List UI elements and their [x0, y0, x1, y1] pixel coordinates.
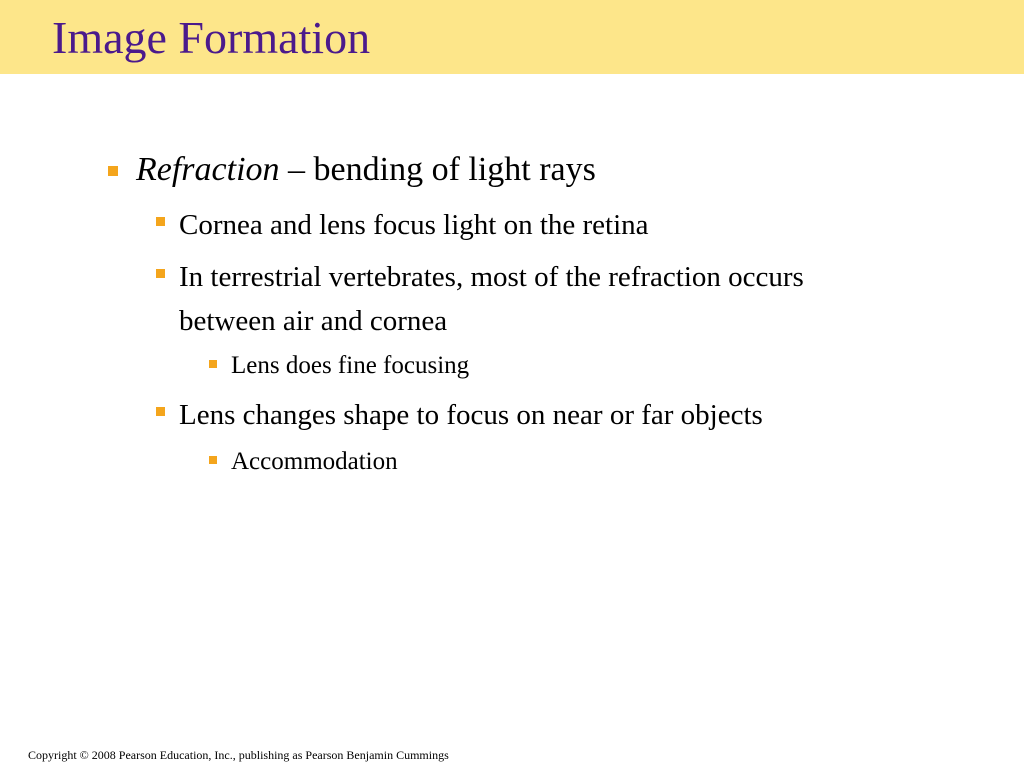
bullet-text: Lens does fine focusing: [231, 352, 470, 379]
bullet-refraction: [136, 150, 596, 190]
bullet-accommodation: [231, 446, 398, 478]
bullet-lens-shape: [179, 393, 763, 437]
square-bullet-icon: [209, 360, 217, 368]
bullet-text-line-2: between air and cornea: [179, 305, 448, 337]
square-bullet-icon: [108, 166, 118, 176]
slide-title: Image Formation: [52, 12, 371, 63]
square-bullet-icon: [156, 217, 165, 226]
bullet-text-line-1: In terrestrial vertebrates, most of the refraction occurs: [179, 261, 804, 293]
bullet-text: Lens changes shape to focus on near or far objects: [179, 399, 763, 431]
square-bullet-icon: [209, 456, 217, 464]
refraction-definition: – bending of light rays: [279, 151, 596, 188]
bullet-text: Cornea and lens focus light on the retina: [179, 209, 649, 241]
bullet-fine-focusing: [231, 350, 469, 382]
square-bullet-icon: [156, 407, 165, 416]
bullet-terrestrial-vertebrates: [179, 255, 804, 343]
bullet-cornea-lens: [179, 203, 649, 247]
refraction-term: Refraction: [136, 151, 280, 188]
copyright-notice: Copyright © 2008 Pearson Education, Inc., publishing as Pearson Benjamin Cummings: [28, 748, 449, 762]
square-bullet-icon: [156, 269, 165, 278]
bullet-text: Accommodation: [231, 448, 398, 475]
